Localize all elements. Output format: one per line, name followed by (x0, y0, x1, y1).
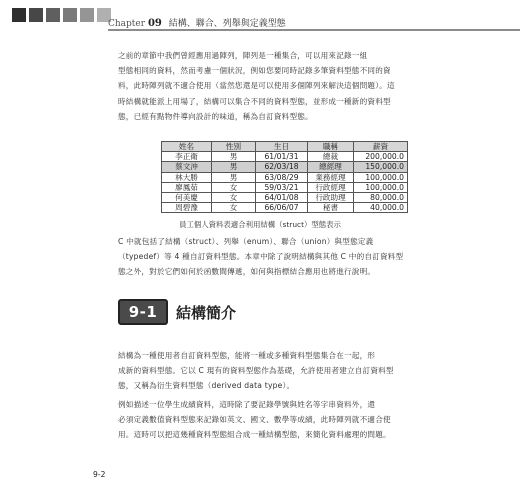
text-line: 態，又稱為衍生資料型態（derived data type）。 (118, 381, 295, 391)
header-rule (108, 29, 520, 31)
table-row-highlighted (162, 162, 408, 172)
text-line: （typedef）等 4 種自訂資料型態。本章中除了說明結構與其他 C 中的自訂資料型 (118, 252, 404, 262)
cell-salary: 150,000.0 (354, 162, 408, 172)
header-decoration (12, 8, 111, 22)
text-line: 成新的資料型態。它以 C 現有的資料型態作為基礎，允許使用者建立自訂資料型 (118, 366, 394, 376)
text-line: 必須定義數值資料型態來記錄如英文、國文、數學等成績，此時陣列就不適合使 (118, 415, 391, 425)
cell-title: 秘書 (308, 203, 354, 213)
cell-name: 廖鳳茹 (162, 182, 212, 192)
text-line: C 中就包括了結構（struct）、列舉（enum）、聯合（union）與型態定義 (118, 237, 374, 246)
cell-gender: 男 (212, 152, 256, 162)
header-square (46, 8, 60, 22)
table-row (162, 182, 408, 192)
chapter-heading (108, 16, 286, 29)
cell-title: 行政經理 (308, 182, 354, 192)
section-heading (118, 299, 236, 325)
table-row (162, 192, 408, 202)
cell-gender: 男 (212, 172, 256, 182)
chapter-word: Chapter (108, 19, 146, 29)
header-square (29, 8, 43, 22)
cell-gender: 女 (212, 192, 256, 202)
cell-salary: 80,000.0 (354, 192, 408, 202)
header-square (63, 8, 77, 22)
cell-title: 行政助理 (308, 192, 354, 202)
cell-salary: 100,000.0 (354, 182, 408, 192)
column-header: 職稱 (308, 142, 354, 152)
header-square (12, 8, 26, 22)
cell-title: 業務經理 (308, 172, 354, 182)
cell-gender: 女 (212, 182, 256, 192)
column-header: 性別 (212, 142, 256, 152)
table-header-row (162, 142, 408, 152)
cell-birthday: 59/03/21 (256, 182, 308, 192)
cell-salary: 100,000.0 (354, 172, 408, 182)
text-line: 之前的章節中我們曾經應用過陣列，陣列是一種集合，可以用來記錄一組 (118, 51, 368, 60)
cell-name: 周碧豫 (162, 203, 212, 213)
table-row (162, 203, 408, 213)
employee-table (161, 141, 408, 213)
cell-name: 何美慶 (162, 192, 212, 202)
cell-title: 總裁 (308, 152, 354, 162)
text-line: 結構為一種使用者自訂資料型態，能將一種或多種資料型態集合在一起，形 (118, 351, 376, 360)
cell-birthday: 61/01/31 (256, 152, 308, 162)
text-line: 態，已經有點物件導向設計的味道，稱為自訂資料型態。 (118, 111, 313, 121)
cell-gender: 男 (212, 162, 256, 172)
text-line: 時結構就能派上用場了，結構可以集合不同的資料型態，並形成一種新的資料型 (118, 96, 391, 106)
cell-salary: 40,000.0 (354, 203, 408, 213)
cell-birthday: 64/01/08 (256, 192, 308, 202)
chapter-title: 結構、聯合、列舉與定義型態 (168, 19, 286, 29)
struct-intro-paragraph (118, 348, 408, 394)
page-number: 9-2 (93, 470, 106, 479)
page-header (0, 0, 520, 34)
cell-gender: 女 (212, 203, 256, 213)
text-line: 料，此時陣列就不適合使用（當然您還是可以使用多個陣列來解決這個問題）。這 (118, 81, 395, 91)
intro-paragraph (118, 48, 408, 124)
table-caption: 員工個人資料表適合利用結構（struct）型態表示 (179, 220, 341, 229)
column-header: 薪資 (354, 142, 408, 152)
example-paragraph (118, 397, 408, 443)
header-square (80, 8, 94, 22)
types-paragraph (118, 234, 408, 280)
section-number-badge: 9-1 (118, 299, 168, 325)
section-title: 結構簡介 (176, 303, 237, 322)
column-header: 姓名 (162, 142, 212, 152)
cell-birthday: 63/08/29 (256, 172, 308, 182)
text-line: 例如描述一位學生成績資料，這時除了要記錄學號與姓名等字串資料外，還 (118, 400, 376, 409)
cell-name: 蔡文沖 (162, 162, 212, 172)
cell-birthday: 62/03/18 (256, 162, 308, 172)
column-header: 生日 (256, 142, 308, 152)
table-row (162, 152, 408, 162)
cell-title: 總經理 (308, 162, 354, 172)
text-line: 態之外，對於它們如何於函數間傳遞，如何與指標結合應用也將進行說明。 (118, 267, 376, 277)
text-line: 型態相同的資料，然而考慮一個狀況，例如您要同時記錄多筆資料型態不同的資 (118, 66, 391, 76)
cell-salary: 200,000.0 (354, 152, 408, 162)
table-row (162, 172, 408, 182)
text-line: 用。這時可以把這幾種資料型態組合成一種結構型態，來簡化資料處理的問題。 (118, 430, 391, 440)
cell-birthday: 66/06/07 (256, 203, 308, 213)
cell-name: 李正衛 (162, 152, 212, 162)
cell-name: 林大勝 (162, 172, 212, 182)
chapter-number: 09 (147, 18, 162, 29)
